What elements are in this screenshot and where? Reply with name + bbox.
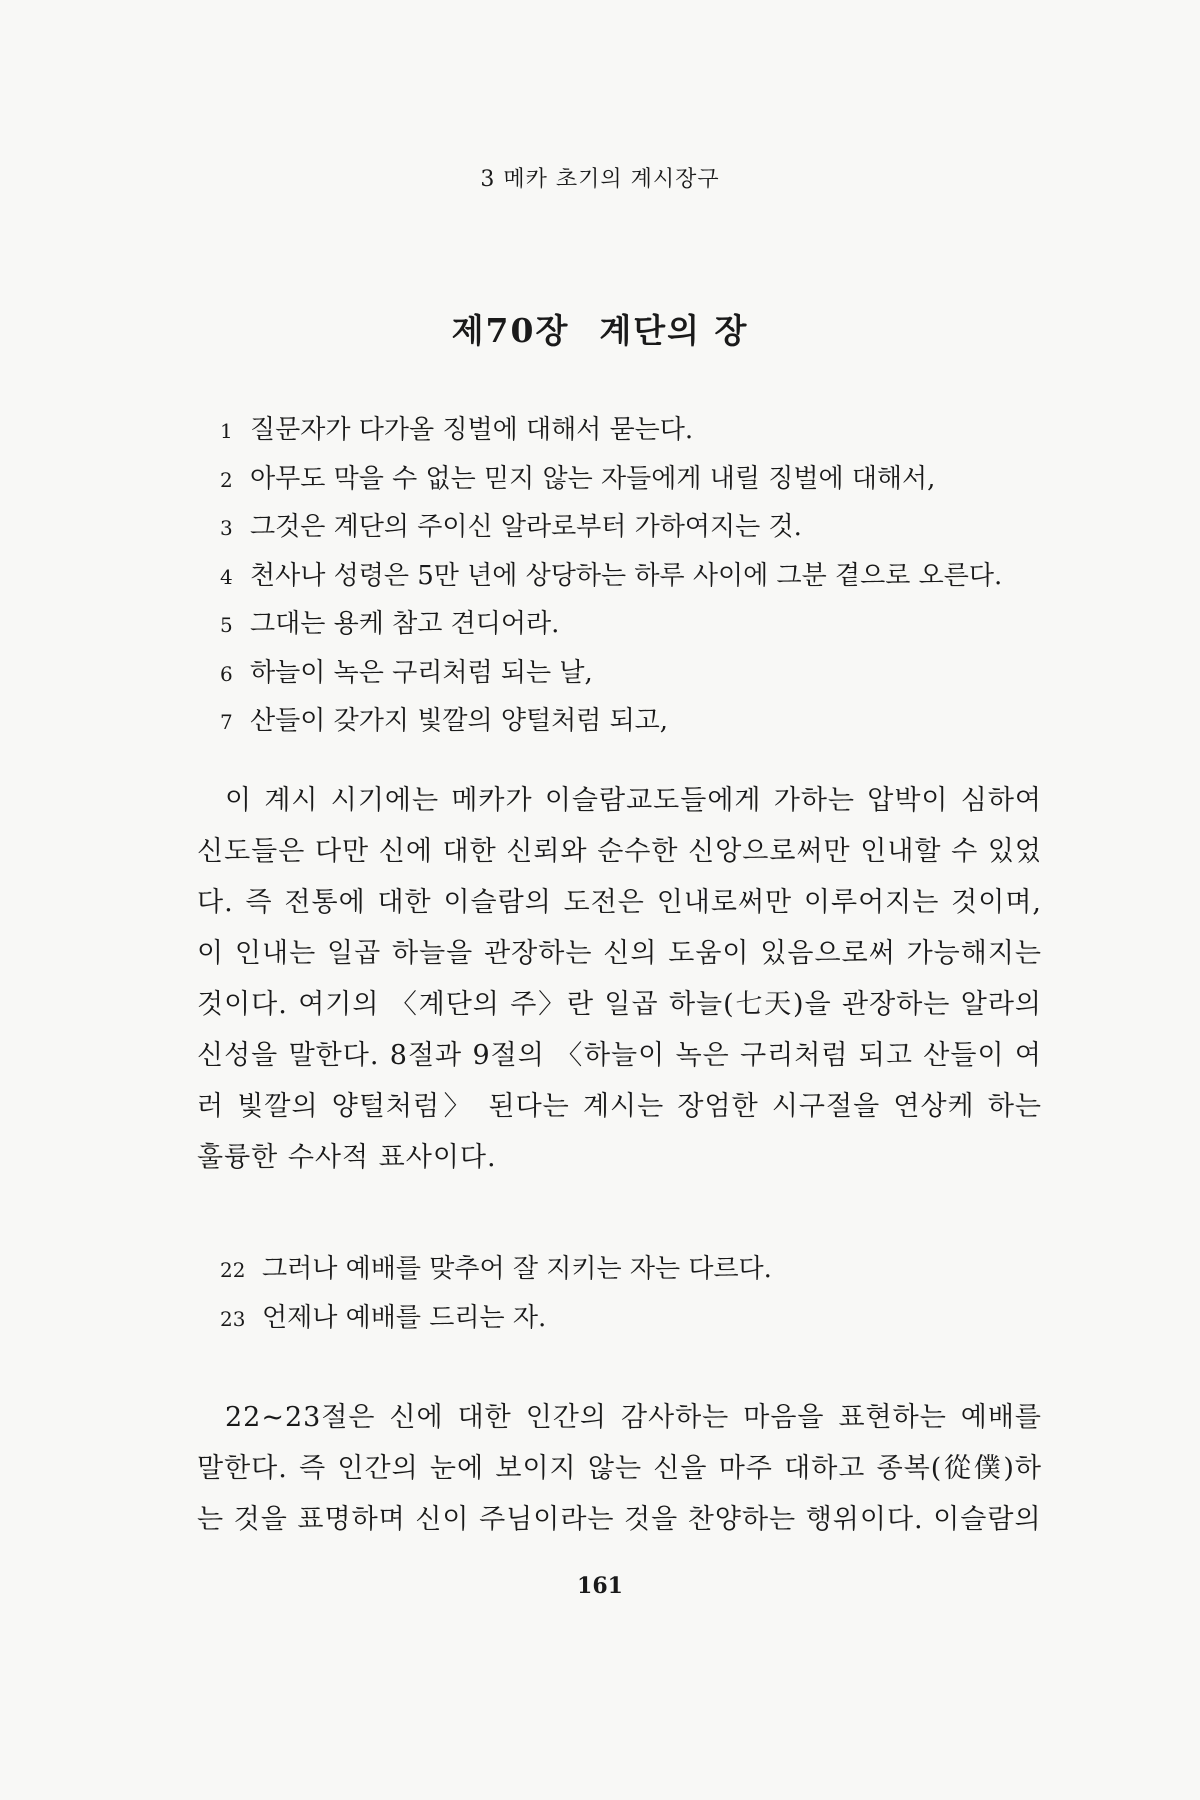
verse-line (220, 552, 1070, 601)
commentary-paragraph: 이 계시 시기에는 메카가 이슬람교도들에게 가하는 압박이 심하여 신도들은 다만 신에 대한 신뢰와 순수한 신앙으로써만 인내할 수 있었다. 즉 전통에 대한 이슬람의 도전은 인내로써만 이루어지는 것이며, 이 인내는 일곱 하늘을 관장하는 신의 도움이 있음으로써 가능해지는 것이다. 여기의 〈계단의 주〉란 일곱 하늘(七天)을 관장하는 알라의 신성을 말한다. 8절과 9절의 〈하늘이 녹은 구리처럼 되고 산들이 여러 빛깔의 양털처럼〉 된다는 계시는 장엄한 시구절을 연상케 하는 훌륭한 수사적 표사이다. (197, 785, 1042, 1173)
commentary-paragraph: 22~23절은 신에 대한 인간의 감사하는 마음을 표현하는 예배를 말한다. 즉 인간의 눈에 보이지 않는 신을 마주 대하고 종복(從僕)하는 것을 표명하며 신이 주님이라는 것을 찬양하는 행위이다. 이슬람의 (197, 1402, 1042, 1535)
verse-number: 4 (220, 564, 233, 589)
running-head: 3 메카 초기의 계시장구 (480, 167, 720, 192)
chapter-number: 제70장 (451, 311, 570, 350)
verse-line (220, 1245, 1070, 1294)
verse-line (220, 600, 1070, 649)
verse-text: 언제나 예배를 드리는 자. (262, 1302, 547, 1333)
verse-number: 23 (220, 1306, 246, 1331)
verse-line (220, 697, 1070, 746)
chapter-title (0, 305, 1200, 352)
verse-text: 그것은 계단의 주이신 알라로부터 가하여지는 것. (250, 512, 802, 542)
verse-list-second (220, 1245, 1070, 1342)
verse-number: 1 (220, 419, 233, 443)
verse-number: 7 (220, 710, 233, 734)
verse-text: 아무도 막을 수 없는 믿지 않는 자들에게 내릴 징벌에 대해서, (250, 463, 936, 494)
verse-text: 산들이 갖가지 빛깔의 양털처럼 되고, (250, 706, 669, 736)
verse-line (220, 455, 1070, 504)
verse-number: 5 (220, 613, 233, 637)
verse-number: 2 (220, 467, 233, 492)
verse-line (220, 649, 1070, 698)
verse-line (220, 503, 1070, 552)
verse-number: 3 (220, 516, 233, 540)
verse-number: 22 (220, 1258, 246, 1282)
verse-text: 그러나 예배를 맞추어 잘 지키는 자는 다르다. (262, 1254, 772, 1284)
chapter-name: 계단의 장 (599, 311, 749, 350)
verse-line (220, 1294, 1070, 1343)
verse-line (220, 406, 1070, 455)
verse-text: 질문자가 다가올 징벌에 대해서 묻는다. (250, 415, 694, 445)
verse-text: 그대는 용케 참고 견디어라. (250, 609, 560, 639)
verse-list-first (220, 406, 1070, 746)
verse-text: 하늘이 녹은 구리처럼 되는 날, (250, 657, 593, 688)
page-number: 161 (577, 1573, 623, 1599)
verse-text: 천사나 성령은 5만 년에 상당하는 하루 사이에 그분 곁으로 오른다. (250, 560, 1003, 591)
verse-number: 6 (220, 661, 233, 686)
